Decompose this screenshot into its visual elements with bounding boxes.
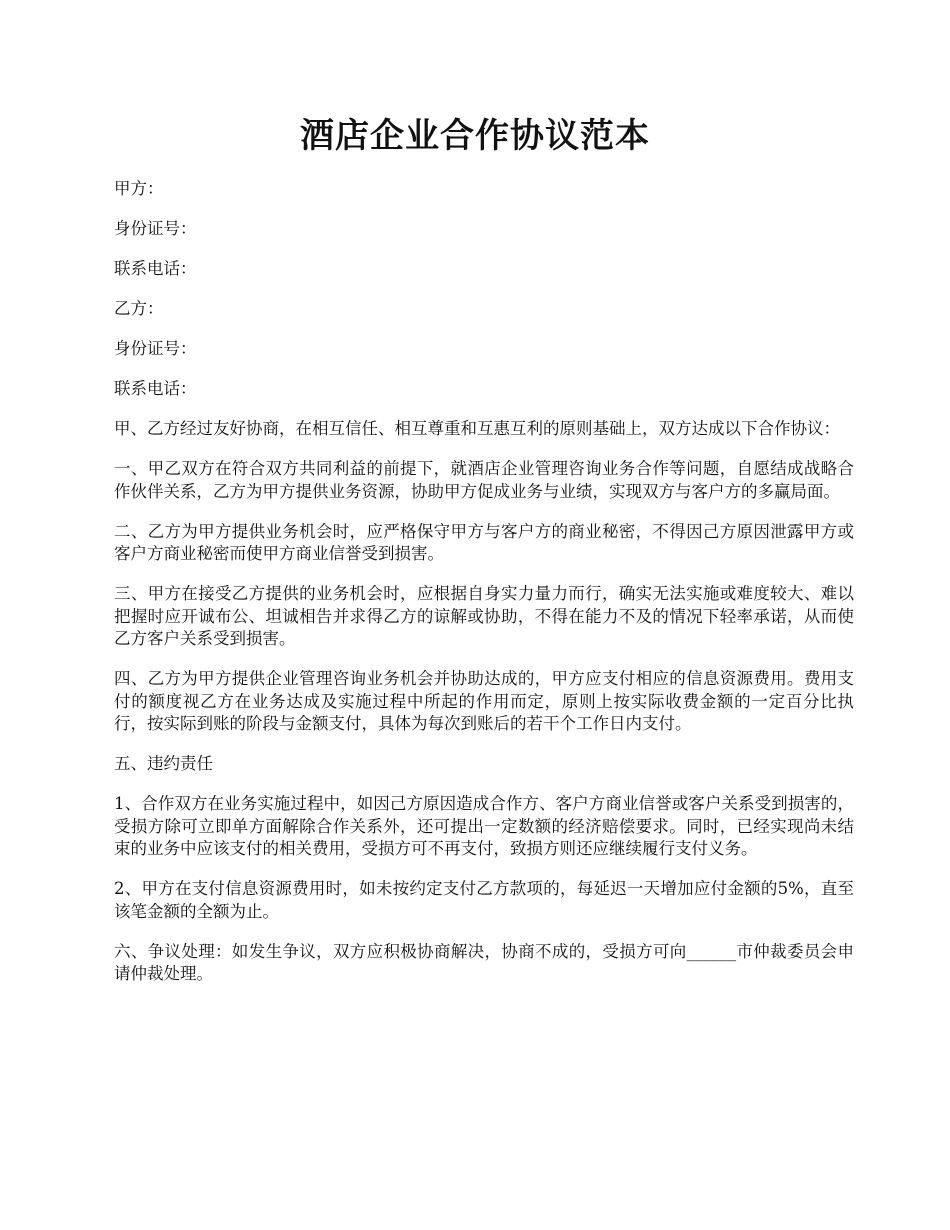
clause-6: 六、争议处理：如发生争议，双方应积极协商解决，协商不成的，受损方可向______市仲裁委员会申请仲裁处理。 xyxy=(114,941,854,983)
party-a-phone-label: 联系电话： xyxy=(114,259,197,278)
clause-2: 二、乙方为甲方提供业务机会时，应严格保守甲方与客户方的商业秘密，不得因己方原因泄露甲方或客户方商业秘密而使甲方商业信誉受到损害。 xyxy=(114,521,854,563)
clause-4: 四、乙方为甲方提供企业管理咨询业务机会并协助达成的，甲方应支付相应的信息资源费用。费用支付的额度视乙方在业务达成及实施过程中所起的作用而定，原则上按实际收费金额的一定百分比执行，按实际到账的阶段与金额支付，具体为每次到账后的若干个工作日内支付。 xyxy=(114,669,854,733)
clause-3: 三、甲方在接受乙方提供的业务机会时，应根据自身实力量力而行，确实无法实施或难度较大、难以把握时应开诚布公、坦诚相告并求得乙方的谅解或协助，不得在能力不及的情况下轻率承诺，从而使乙方客户关系受到损害。 xyxy=(114,584,854,648)
party-b-id-label: 身份证号： xyxy=(114,339,197,358)
party-a-id-label: 身份证号： xyxy=(114,219,197,238)
clause-1: 一、甲乙双方在符合双方共同利益的前提下，就酒店企业管理咨询业务合作等问题，自愿结成战略合作伙伴关系，乙方为甲方提供业务资源，协助甲方促成业务与业绩，实现双方与客户方的多赢局面。 xyxy=(114,459,854,501)
document-title: 酒店企业合作协议范本 xyxy=(300,116,650,156)
clause-5-1: 1、合作双方在业务实施过程中，如因己方原因造成合作方、客户方商业信誉或客户关系受到损害的，受损方除可立即单方面解除合作关系外，还可提出一定数额的经济赔偿要求。同时，已经实现尚未结束的业务中应该支付的相关费用，受损方可不再支付，致损方则还应继续履行支付义务。 xyxy=(114,794,854,858)
party-b-label: 乙方： xyxy=(114,299,164,318)
document-body xyxy=(114,178,854,1003)
clause-5-2: 2、甲方在支付信息资源费用时，如未按约定支付乙方款项的，每延迟一天增加应付金额的5%，直至该笔金额的全额为止。 xyxy=(114,879,854,921)
intro-paragraph: 甲、乙方经过友好协商，在相互信任、相互尊重和互惠互利的原则基础上，双方达成以下合作协议： xyxy=(114,419,840,438)
party-a-label: 甲方： xyxy=(114,179,164,198)
party-b-phone-label: 联系电话： xyxy=(114,379,197,398)
clause-5-heading: 五、违约责任 xyxy=(114,754,213,773)
